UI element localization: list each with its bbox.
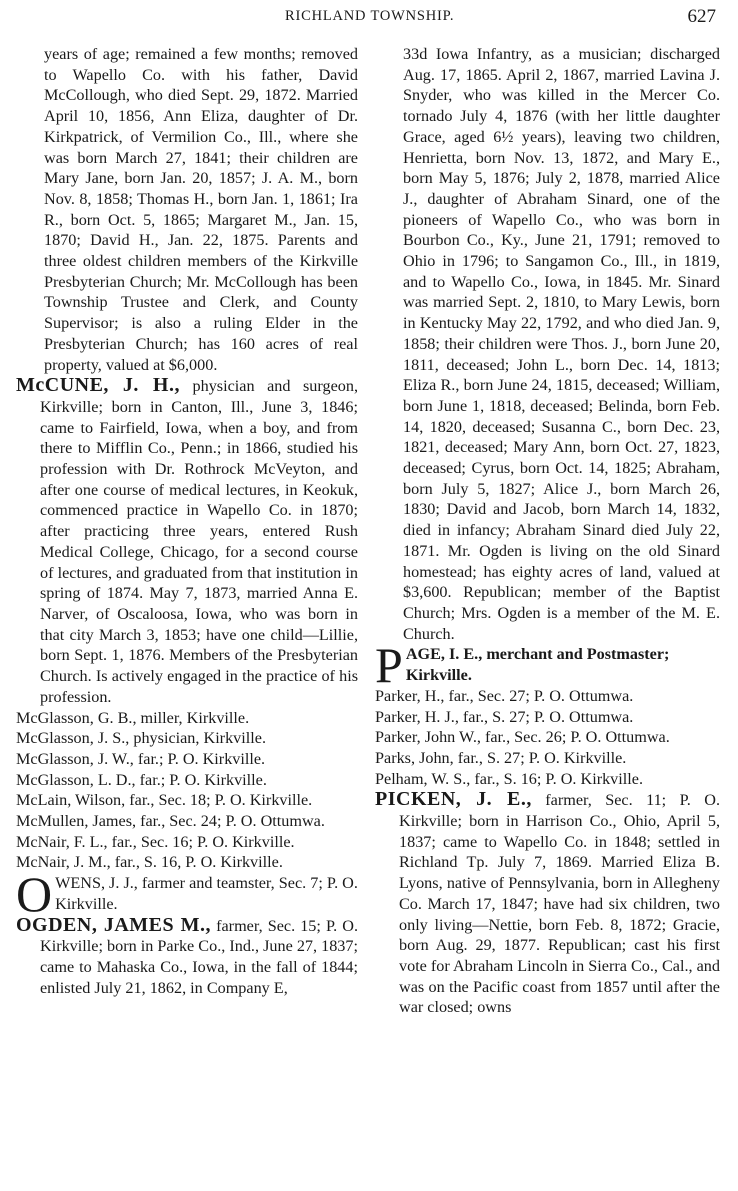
entry-mccune (16, 375, 358, 707)
continuation-paragraph: 33d Iowa Infantry, as a musician; discharged Aug. 17, 1865. April 2, 1867, married Lavina J. Snyder, who was killed in the Mercer Co. tornado July 4, 1876 (with her little daughter Grace, aged 6½ years), leaving two children, Henrietta, born Nov. 13, 1872, and Mary E., born May 5, 1876; July 2, 1878, married Alice J., daughter of Abraham Sinard, one of the pioneers of Wapello Co., who was born in Bourbon Co., Ky., June 21, 1791; removed to Ohio in 1796; to Sangamon Co., Ill., in 1819, and to Wapello Co., Iowa, in 1845. Mr. Sinard was married Sept. 2, 1810, to Mary Lewis, born in Kentucky May 22, 1792, and who died Jan. 9, 1858; their children were Thos. J., born June 20, 1811, deceased; John L., born Dec. 14, 1813; Eliza R., born June 24, 1815, deceased; William, born June 1, 1818, deceased; Belinda, born Feb. 14, 1820, deceased; Susanna C., born Dec. 23, 1821, deceased; Mary Ann, born Oct. 27, 1823, deceased; Cyrus, born Oct. 14, 1825; Abraham, born July 5, 1827; Alice J., born March 26, 1830; David and Jacob, born March 14, 1832, died in infancy; Abraham Sinard died July 22, 1871. Mr. Ogden is living on the old Sinard homestead; has eighty acres of land, valued at $3,600. Republican; member of the Baptist Church; Mrs. Ogden is a member of the M. E. Church. (403, 45, 720, 643)
entry-short: McNair, J. M., far., S. 16, P. O. Kirkville. (16, 853, 283, 872)
entry-short: McGlasson, J. S., physician, Kirkville. (16, 729, 266, 748)
continuation-paragraph: years of age; remained a few months; removed to Wapello Co. with his father, David McCollough, who died Sept. 29, 1872. Married April 10, 1856, Ann Eliza, daughter of Dr. Kirkpatrick, of Vermilion Co., Ill., where she was born March 27, 1841; their children are Mary Jane, born Jan. 20, 1857; J. A. M., born Nov. 8, 1858; Thomas H., born Jan. 1, 1861; Ira R., born Oct. 5, 1865; Margaret M., Jan. 15, 1870; David H., Jan. 22, 1875. Parents and three oldest children members of the Kirkville Presbyterian Church; Mr. McCollough has been Township Trustee and Clerk, and County Supervisor; is also a ruling Elder in the Presbyterian Church; has 160 acres of real property, valued at $6,000. (44, 45, 358, 374)
entry-short: McNair, F. L., far., Sec. 16; P. O. Kirkville. (16, 832, 295, 851)
entry-page (375, 637, 720, 694)
entry-ogden (16, 915, 358, 999)
entry-short: McGlasson, L. D., far.; P. O. Kirkville. (16, 770, 267, 789)
entry-short: Pelham, W. S., far., S. 16; P. O. Kirkville. (375, 769, 643, 788)
entry-text: WENS, J. J., farmer and teamster, Sec. 7; P. O. Kirkville. (55, 874, 358, 913)
page-header (0, 6, 738, 30)
entry-text: physician and surgeon, Kirkville; born in Canton, Ill., June 3, 1846; came to Fairfield, Iowa, when a boy, and from there to Mifflin Co., Penn.; in 1866, studied his profession with Dr. Rothrock McVeyton, and after one course of medical lectures, in Keokuk, commenced practice in Wapello Co. in 1870; after practicing three years, entered Rush Medical College, Chicago, for a second course of lectures, and graduated from that institution in spring of 1874. May 7, 1873, married Anna E. Narver, of Oscaloosa, Iowa, who was born in that city March 3, 1853; have one child—Lillie, born Sept. 1, 1876. Members of the Presbyterian Church. Is actively engaged in the practice of his profession. (40, 377, 358, 706)
drop-cap: P (375, 637, 403, 694)
entry-short: McMullen, James, far., Sec. 24; P. O. Ottumwa. (16, 812, 325, 831)
entry-name: PICKEN, J. E., (375, 788, 532, 811)
entry-text: AGE, I. E., merchant and Postmaster; Kirkville. (405, 645, 670, 685)
entry-text: farmer, Sec. 15; P. O. Kirkville; born in Parke Co., Ind., June 27, 1837; came to Mahaska Co., Iowa, in the fall of 1844; enlisted July 21, 1862, in Company E, (40, 916, 358, 997)
running-head: RICHLAND TOWNSHIP. (285, 8, 455, 24)
entry-owens (16, 866, 358, 923)
right-column (375, 44, 720, 1018)
drop-cap: O (16, 866, 53, 923)
left-column (16, 44, 358, 998)
entry-short: McGlasson, J. W., far.; P. O. Kirkville. (16, 749, 266, 768)
entry-short: Parker, H., far., Sec. 27; P. O. Ottumwa. (375, 686, 634, 705)
entry-picken (375, 789, 720, 1018)
entry-short: Parks, John, far., S. 27; P. O. Kirkville. (375, 748, 627, 767)
page-number: 627 (687, 6, 716, 27)
entry-short: Parker, John W., far., Sec. 26; P. O. Ottumwa. (375, 728, 670, 747)
entry-name: OGDEN, JAMES M., (16, 913, 212, 936)
entry-name: McCUNE, J. H., (16, 374, 180, 397)
entry-short: McLain, Wilson, far., Sec. 18; P. O. Kirkville. (16, 791, 313, 810)
entry-short: McGlasson, G. B., miller, Kirkville. (16, 708, 250, 727)
entry-short: Parker, H. J., far., S. 27; P. O. Ottumwa. (375, 707, 634, 726)
entry-text: farmer, Sec. 11; P. O. Kirkville; born in Harrison Co., Ohio, April 5, 1837; came to Wapello Co. in 1848; settled in Richland Tp. July 7, 1869. Married Eliza B. Lyons, native of Pennsylvania, born in Allegheny Co. March 17, 1847; have had six children, two only living—Nettie, born Feb. 8, 1872; Gracie, born Aug. 29, 1877. Republican; cast his first vote for Abraham Lincoln in Sierra Co., Cal., and was on the Pacific coast from 1857 until after the war closed; owns (399, 791, 720, 1017)
